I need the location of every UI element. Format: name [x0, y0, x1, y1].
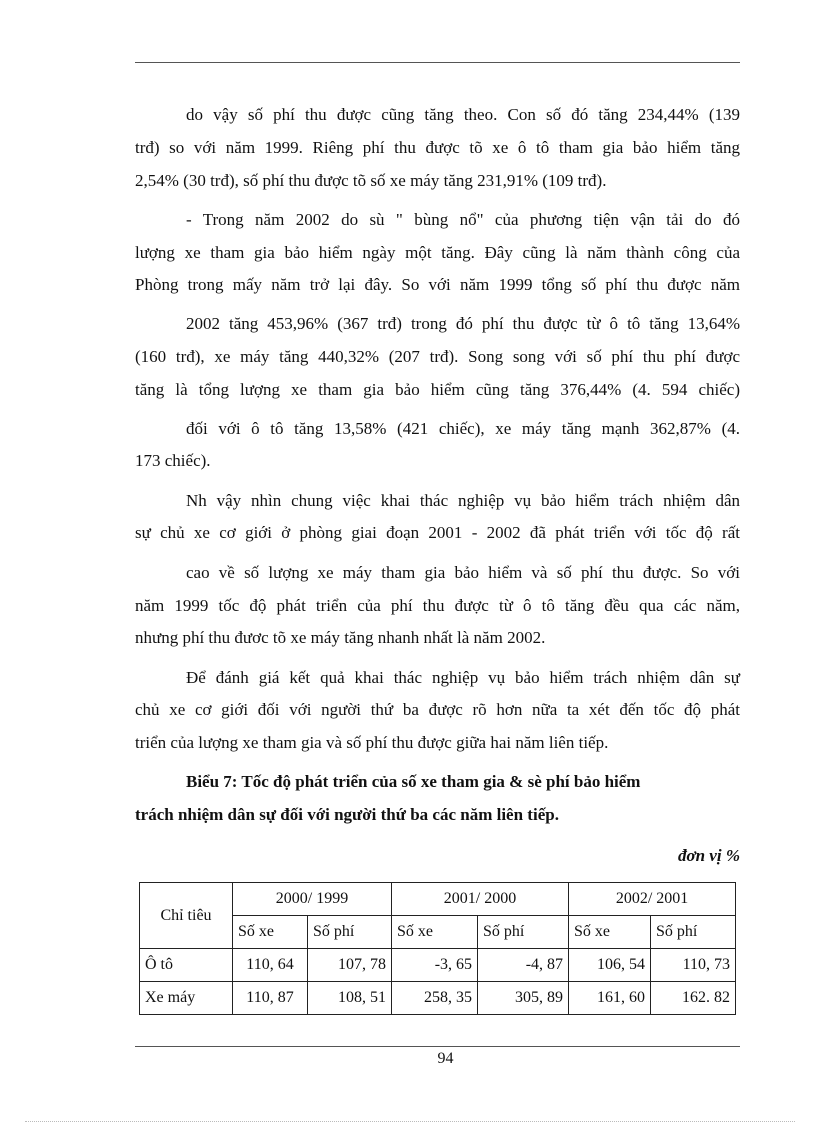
table-cell: -3, 65	[392, 949, 478, 982]
text-line: (160 trđ), xe máy tăng 440,32% (207 trđ). Song song với số phí thu phí được	[135, 347, 740, 366]
row-label: Xe máy	[140, 982, 233, 1015]
table-cell: 258, 35	[392, 982, 478, 1015]
period-header: 2001/ 2000	[392, 883, 569, 916]
table-header-row	[140, 883, 736, 916]
page-number: 94	[437, 1050, 454, 1067]
text-line: lượng xe tham gia bảo hiểm ngày một tăng. Đây cũng là năm thành công của	[135, 243, 740, 262]
text-line: trđ) so với năm 1999. Riêng phí thu được tõ xe ô tô tham gia bảo hiểm tăng	[135, 138, 740, 157]
text-line: Để đánh giá kết quả khai thác nghiệp vụ bảo hiểm trách nhiệm dân sự	[186, 668, 740, 687]
text-line: đối với ô tô tăng 13,58% (421 chiếc), xe máy tăng mạnh 362,87% (4.	[186, 419, 740, 438]
table-row	[140, 982, 736, 1015]
row-label: Ô tô	[140, 949, 233, 982]
text-line: Nh vậy nhìn chung việc khai thác nghiệp vụ bảo hiểm trách nhiệm dân	[186, 491, 740, 510]
text-line: Phòng trong mấy năm trở lại đây. So với năm 1999 tổng số phí thu được năm	[135, 275, 740, 294]
table-cell: 107, 78	[308, 949, 392, 982]
text-line: 2,54% (30 trđ), số phí thu được tõ số xe máy tăng 231,91% (109 trđ).	[135, 171, 607, 190]
text-line: nhưng phí thu đươc tõ xe máy tăng nhanh nhất là năm 2002.	[135, 628, 546, 647]
text-line: năm 1999 tốc độ phát triển của phí thu được từ ô tô tăng đều qua các năm,	[135, 596, 740, 615]
period-header: 2000/ 1999	[233, 883, 392, 916]
sub-header: Số phí	[651, 916, 736, 949]
table-cell: 106, 54	[569, 949, 651, 982]
table-cell: 162. 82	[651, 982, 736, 1015]
text-line: sự chủ xe cơ giới ở phòng giai đoạn 2001 - 2002 đã phát triển với tốc độ rất	[135, 523, 740, 542]
table-title-cont: trách nhiệm dân sự đối với người thứ ba các năm liên tiếp.	[135, 805, 559, 824]
growth-rate-table	[139, 882, 736, 1015]
sub-header: Số xe	[233, 916, 308, 949]
table-cell: 110, 87	[233, 982, 308, 1015]
text-line: tăng là tổng lượng xe tham gia bảo hiểm cũng tăng 376,44% (4. 594 chiếc)	[135, 380, 740, 399]
text-line: chủ xe cơ giới đối với người thứ ba được rõ hơn nữa ta xét đến tốc độ phát	[135, 700, 740, 719]
text-line: 173 chiếc).	[135, 451, 211, 470]
sub-header: Số phí	[478, 916, 569, 949]
text-line: 2002 tăng 453,96% (367 trđ) trong đó phí thu được từ ô tô tăng 13,64%	[186, 314, 740, 333]
table-cell: 161, 60	[569, 982, 651, 1015]
table-cell: 110, 64	[233, 949, 308, 982]
sub-header: Số xe	[392, 916, 478, 949]
table-cell: -4, 87	[478, 949, 569, 982]
indicator-header: Chỉ tiêu	[140, 883, 233, 949]
unit-label: đơn vị %	[677, 846, 740, 865]
period-header: 2002/ 2001	[569, 883, 736, 916]
table-cell: 305, 89	[478, 982, 569, 1015]
footer-rule	[135, 1046, 740, 1047]
header-rule	[135, 62, 740, 63]
table-row	[140, 949, 736, 982]
table-title: Biểu 7: Tốc độ phát triển của số xe tham gia & sè phí bảo hiểm	[186, 772, 641, 791]
text-line: cao về số lượng xe máy tham gia bảo hiểm và số phí thu được. So với	[186, 563, 740, 582]
text-line: triển của lượng xe tham gia và số phí thu được giữa hai năm liên tiếp.	[135, 733, 609, 752]
table-cell: 110, 73	[651, 949, 736, 982]
text-line: - Trong năm 2002 do sù " bùng nổ" của phương tiện vận tải do đó	[186, 210, 740, 229]
sub-header: Số phí	[308, 916, 392, 949]
text-line: do vậy số phí thu được cũng tăng theo. Con số đó tăng 234,44% (139	[186, 105, 740, 124]
table-cell: 108, 51	[308, 982, 392, 1015]
sub-header: Số xe	[569, 916, 651, 949]
page-edge-dots	[25, 1121, 795, 1122]
